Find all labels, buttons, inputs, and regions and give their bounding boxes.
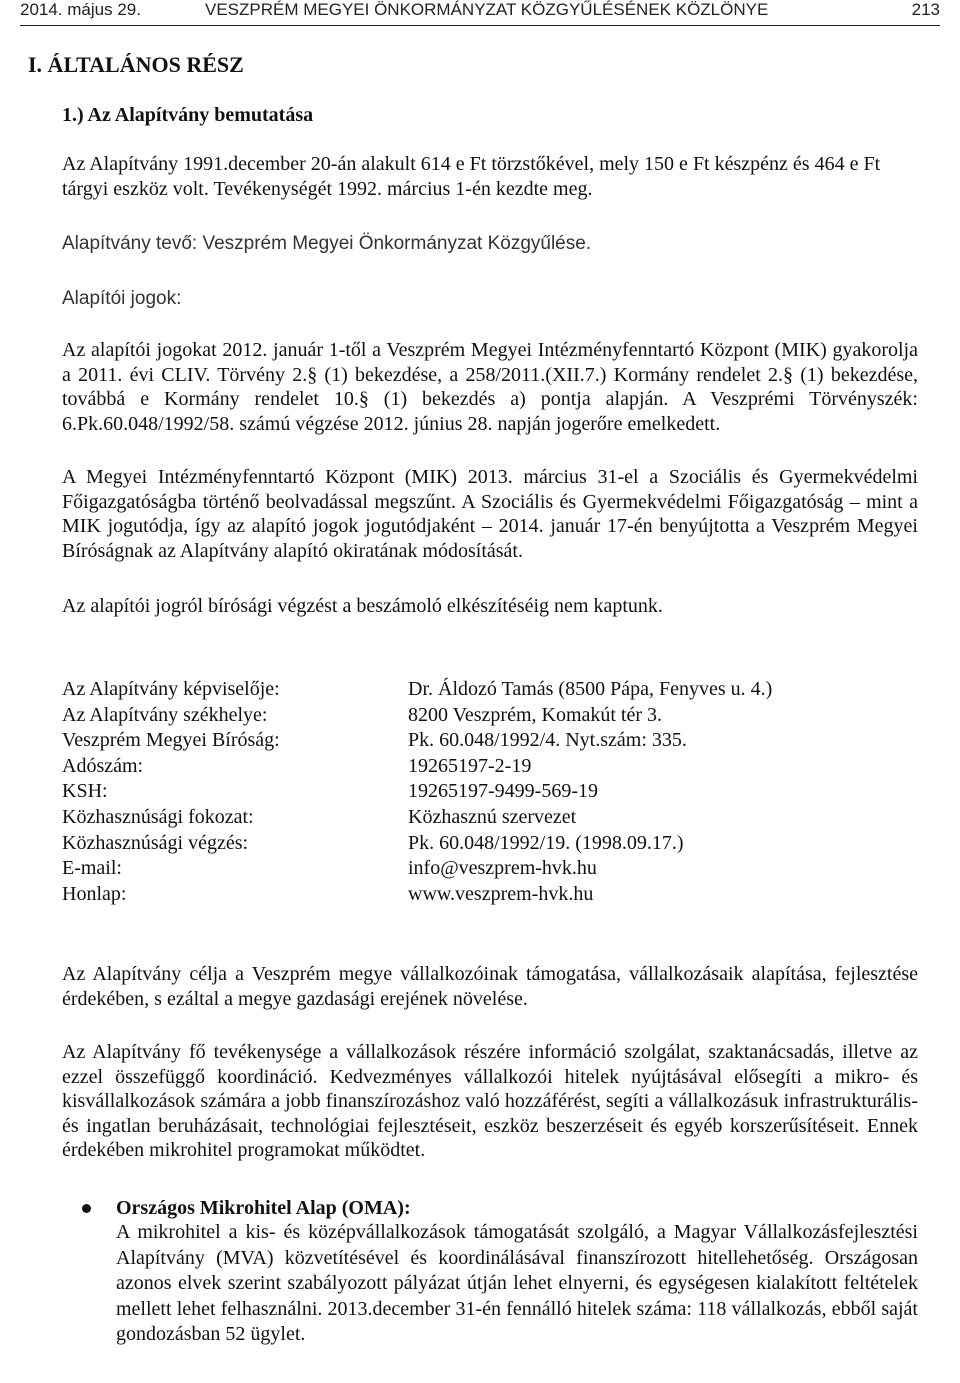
info-value: Pk. 60.048/1992/19. (1998.09.17.) (408, 831, 684, 854)
website-link[interactable]: www.veszprem-hvk.hu (408, 882, 594, 905)
header-date: 2014. május 29. (20, 0, 141, 19)
info-row (62, 805, 862, 831)
paragraph-founder: Alapítvány tevő: Veszprém Megyei Önkormányzat Közgyűlése. (62, 233, 592, 254)
info-label: Veszprém Megyei Bíróság: (62, 729, 280, 752)
bullet-item-oma (116, 1196, 918, 1348)
section-title: I. ÁLTALÁNOS RÉSZ (28, 52, 244, 77)
info-label: Az Alapítvány székhelye: (62, 703, 268, 726)
page-header (20, 0, 940, 28)
info-value: Pk. 60.048/1992/4. Nyt.szám: 335. (408, 729, 687, 752)
bullet-title: Országos Mikrohitel Alap (OMA): (116, 1197, 411, 1219)
info-row (62, 882, 862, 908)
info-row (62, 856, 862, 882)
email-link[interactable]: info@veszprem-hvk.hu (408, 857, 597, 880)
paragraph-purpose: Az Alapítvány célja a Veszprém megye vállalkozóinak támogatása, vállalkozásaik alapítása, fejlesztése érdekében, s ezáltal a megye gazdasági erejének növelése. (62, 963, 918, 1010)
info-row (62, 779, 862, 805)
paragraph-court-decision: Az alapítói jogról bírósági végzést a beszámoló elkészítéséig nem kaptunk. (62, 595, 663, 617)
paragraph-merger: A Megyei Intézményfenntartó Központ (MIK) 2013. március 31-el a Szociális és Gyermekvédelmi Főigazgatóságba történő beolvadással megszűnt. A Szociális és Gyermekvédelmi Főigazgatóság – mint a MIK jogutódja, így az alapító jogok jogutódjaként – 2014. január 17-én benyújtotta a Veszprém Megyei Bíróságnak az Alapítvány alapító okiratának módosítását. (62, 466, 918, 562)
info-label: Az Alapítvány képviselője: (62, 678, 280, 700)
page-number: 213 (911, 0, 940, 19)
info-row (62, 703, 862, 729)
info-label: Honlap: (62, 882, 127, 905)
info-label: E-mail: (62, 857, 122, 880)
info-label: Adószám: (62, 754, 144, 777)
info-row (62, 831, 862, 857)
paragraph-founder-rights: Az alapítói jogokat 2012. január 1-től a Veszprém Megyei Intézményfenntartó Központ (MIK) gyakorolja a 2011. évi CLIV. Törvény 2.§ (1) bekezdése, a 258/2011.(XII.7.) Kormány rendelet 2.§ (1) bekezdése, továbbá e Kormány rendelet 10.§ (1) bekezdés a) pontja alapján. A Veszprémi Törvényszék: 6.Pk.60.048/1992/58. számú végzése 2012. június 28. napján jogerőre emelkedett. (62, 339, 918, 435)
info-row (62, 728, 862, 754)
info-value: 19265197-2-19 (408, 754, 532, 777)
subsection-title: 1.) Az Alapítvány bemutatása (62, 104, 314, 126)
info-row (62, 677, 862, 703)
paragraph-main-activity: Az Alapítvány fő tevékenysége a vállalkozások részére információ szolgálat, szaktanácsadás, illetve az ezzel összefüggő koordináció. Kedvezményes vállalkozói hitelek nyújtásával elősegíti a mikro- és kisvállalkozások számára a jobb finanszírozáshoz való hozzáférést, segíti a vállalkozásuk infrastrukturális- és ingatlan beruházásait, technológiai fejlesztéseit, eszköz beszerzéseit és egyéb korszerűsítéseit. Ennek érdekében mikrohitel programokat működtet. (62, 1041, 918, 1161)
info-value: 19265197-9499-569-19 (408, 780, 598, 803)
info-label: KSH: (62, 780, 108, 803)
foundation-info-table (62, 677, 862, 907)
bullet-body: A mikrohitel a kis- és középvállalkozások támogatását szolgáló, a Magyar Vállalkozásfejlesztési Alapítvány (MVA) közvetítésével és koordinálásával finanszírozott hitellehetőség. Országosan azonos elvek szerint szabályozott pályázat útján lehet elnyerni, és egységesen kialakított feltételek mellett lehet felhasználni. 2013.december 31-én fennálló hitelek száma: 118 vállalkozás, ebből saját gondozásban 52 ügylet. (116, 1221, 918, 1345)
paragraph-founding: Az Alapítvány 1991.december 20-án alakult 614 e Ft törzstőkével, mely 150 e Ft készpénz és 464 e Ft tárgyi eszköz volt. Tevékenységét 1992. március 1-én kezdte meg. (62, 153, 881, 200)
header-title: VESZPRÉM MEGYEI ÖNKORMÁNYZAT KÖZGYŰLÉSÉNEK KÖZLÖNYE (205, 0, 769, 19)
info-value: Közhasznú szervezet (408, 805, 577, 828)
info-value: Dr. Áldozó Tamás (8500 Pápa, Fenyves u. 4.) (408, 678, 773, 700)
paragraph-founder-rights-heading: Alapítói jogok: (62, 288, 182, 309)
header-rule (20, 25, 940, 26)
info-label: Közhasznúsági fokozat: (62, 805, 254, 828)
info-label: Közhasznúsági végzés: (62, 831, 249, 854)
info-value: 8200 Veszprém, Komakút tér 3. (408, 703, 663, 726)
info-row (62, 754, 862, 780)
bullet-icon (82, 1204, 91, 1213)
